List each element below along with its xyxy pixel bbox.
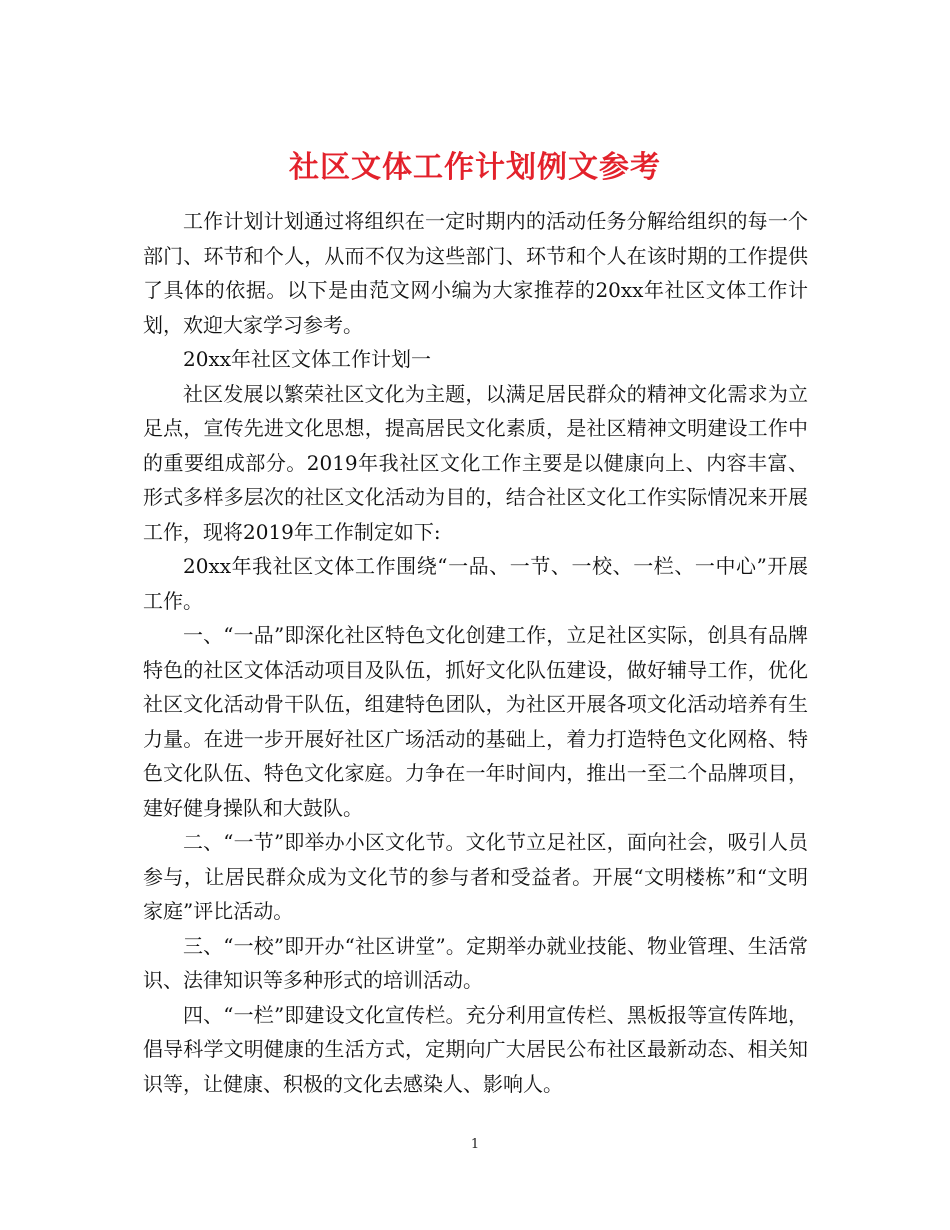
paragraph-item-2: 二、“一节”即举办小区文化节。文化节立足社区，面向社会，吸引人员参与，让居民群众成为文化节的参与者和受益者。开展“文明楼栋”和“文明家庭”评比活动。 bbox=[143, 830, 808, 923]
document-title: 社区文体工作计划例文参考 bbox=[289, 150, 661, 186]
page-number: 1 bbox=[470, 1137, 480, 1152]
section-heading: 20xx年社区文体工作计划一 bbox=[183, 347, 432, 371]
paragraph-item-4: 四、“一栏”即建设文化宣传栏。充分利用宣传栏、黑板报等宣传阵地，倡导科学文明健康的生活方式，定期向广大居民公布社区最新动态、相关知识等，让健康、积极的文化去感染人、影响人。 bbox=[143, 1002, 808, 1096]
document-body bbox=[143, 204, 808, 1101]
paragraph-theme: 20xx年我社区文体工作围绕“一品、一节、一校、一栏、一中心”开展工作。 bbox=[143, 554, 808, 613]
paragraph-intro: 工作计划计划通过将组织在一定时期内的活动任务分解给组织的每一个部门、环节和个人，从而不仅为这些部门、环节和个人在该时期的工作提供了具体的依据。以下是由范文网小编为大家推荐的20xx年社区文体工作计划，欢迎大家学习参考。 bbox=[143, 209, 808, 337]
paragraph-item-3: 三、“一校”即开办“社区讲堂”。定期举办就业技能、物业管理、生活常识、法律知识等多种形式的培训活动。 bbox=[143, 933, 808, 992]
paragraph-item-1: 一、“一品”即深化社区特色文化创建工作，立足社区实际，创具有品牌特色的社区文体活动项目及队伍，抓好文化队伍建设，做好辅导工作，优化社区文化活动骨干队伍，组建特色团队，为社区开展各项文化活动培养有生力量。在进一步开展好社区广场活动的基础上，着力打造特色文化网格、特色文化队伍、特色文化家庭。力争在一年时间内，推出一至二个品牌项目，建好健身操队和大鼓队。 bbox=[143, 623, 808, 820]
paragraph-overview: 社区发展以繁荣社区文化为主题，以满足居民群众的精神文化需求为立足点，宣传先进文化思想，提高居民文化素质，是社区精神文明建设工作中的重要组成部分。2019年我社区文化工作主要是以健康向上、内容丰富、形式多样多层次的社区文化活动为目的，结合社区文化工作实际情况来开展工作，现将2019年工作制定如下: bbox=[143, 381, 808, 544]
